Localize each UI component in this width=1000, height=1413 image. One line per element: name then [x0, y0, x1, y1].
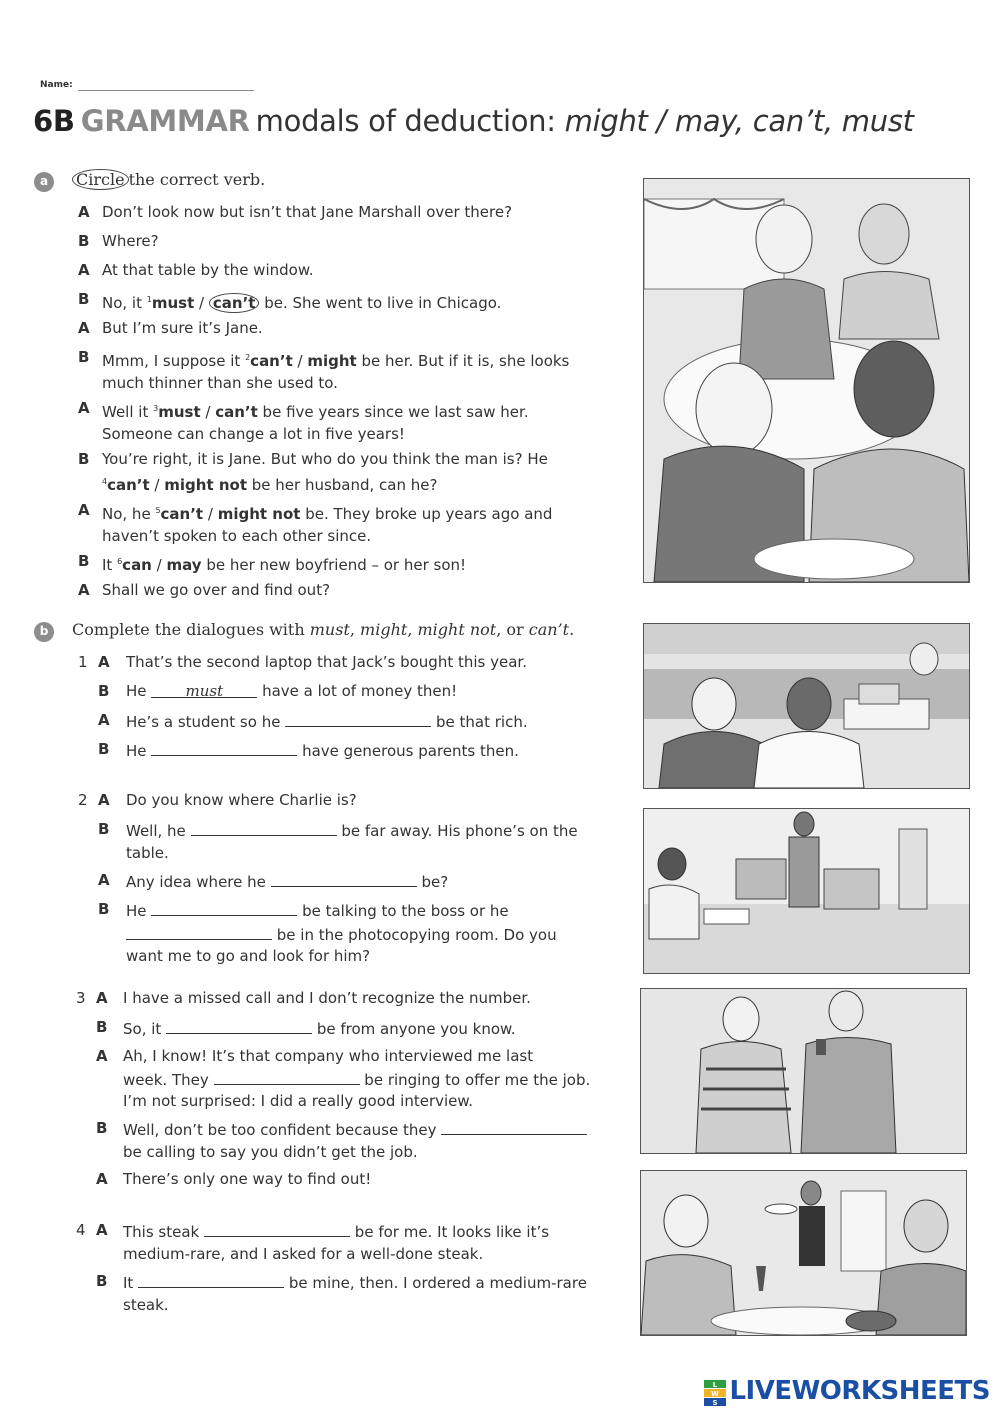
speaker-label: A	[78, 319, 90, 337]
instruction-text: the correct verb.	[128, 170, 266, 189]
speaker-label: B	[78, 450, 90, 468]
line-text: Shall we go over and find out?	[102, 581, 331, 599]
line-text: Don’t look now but isn’t that Jane Marshall over there?	[102, 203, 513, 221]
answer-gap[interactable]	[285, 710, 431, 727]
svg-text:W: W	[711, 1389, 720, 1398]
answer-gap[interactable]	[138, 1271, 284, 1288]
line-text: Well, don’t be too confident because they be calling to say you didn’t get the job.	[123, 1118, 587, 1163]
section-b-badge: b	[34, 622, 54, 642]
line-text: I have a missed call and I don’t recognize the number.	[123, 989, 531, 1007]
dialogue-number: 4	[76, 1221, 86, 1239]
answer-gap[interactable]	[126, 923, 272, 940]
answer-gap[interactable]	[271, 870, 417, 887]
speaker-label: B	[98, 682, 110, 700]
svg-text:L: L	[713, 1380, 718, 1389]
line-text: There’s only one way to find out!	[123, 1170, 372, 1188]
line-text: At that table by the window.	[102, 261, 314, 279]
speaker-label: A	[78, 203, 90, 221]
steak-restaurant-drawing	[641, 1171, 966, 1335]
option-2[interactable]: may	[166, 556, 202, 574]
answer-gap[interactable]	[204, 1220, 350, 1237]
speaker-label: A	[78, 501, 90, 519]
speaker-label: A	[96, 989, 108, 1007]
steak-restaurant-illustration	[640, 1170, 967, 1336]
line-text: He be talking to the boss or he be in the photocopying room. Do you want me to go and look for him?	[126, 899, 557, 968]
option-2[interactable]: can’t	[209, 293, 260, 313]
section-a-badge: a	[34, 172, 54, 192]
unit-code: 6B	[33, 104, 75, 138]
line-text: Do you know where Charlie is?	[126, 791, 357, 809]
speaker-label: B	[78, 232, 90, 250]
line-text: He’s a student so he be that rich.	[126, 710, 528, 734]
option-1[interactable]: can	[122, 556, 152, 574]
dialogue-number: 1	[78, 653, 88, 671]
answer-gap[interactable]	[214, 1068, 360, 1085]
restaurant-illustration	[643, 178, 970, 583]
restaurant-drawing	[644, 179, 969, 582]
dialogue-number: 2	[78, 791, 88, 809]
liveworksheets-logo-icon	[704, 1380, 726, 1410]
speaker-label: B	[78, 348, 90, 366]
title-subtitle: modals of deduction:	[255, 104, 556, 138]
section-b-instruction: Complete the dialogues with must, might, might not, or can’t.	[72, 620, 575, 639]
dialogue-3	[76, 988, 636, 1193]
brand-name: LIVEWORKSHEETS	[729, 1376, 990, 1406]
line-text: That’s the second laptop that Jack’s bought this year.	[126, 653, 527, 671]
speaker-label: A	[98, 791, 110, 809]
line-text: Any idea where he be?	[126, 870, 448, 894]
line-text: Where?	[102, 232, 159, 250]
line-text: Mmm, I suppose it $^2$can’t / might be her. But if it is, she looks much thinner than she used to.	[102, 352, 570, 392]
option-2[interactable]: might	[307, 352, 357, 370]
section-a-instruction	[72, 170, 265, 189]
line-text: He must have a lot of money then!	[126, 682, 458, 700]
line-text: Well, he be far away. His phone’s on the table.	[126, 819, 578, 864]
dialogue-number: 3	[76, 989, 86, 1007]
speaker-label: A	[98, 871, 110, 889]
line-text: This steak be for me. It looks like it’s medium-rare, and I asked for a well-done steak.	[123, 1220, 549, 1265]
speaker-label: A	[78, 399, 90, 417]
dialogue-1	[78, 652, 638, 767]
phone-call-illustration	[640, 988, 967, 1154]
speaker-label: B	[96, 1018, 108, 1036]
option-1[interactable]: must	[151, 294, 195, 312]
liveworksheets-footer	[704, 1376, 990, 1410]
option-1[interactable]: can’t	[160, 505, 204, 523]
line-text: He have generous parents then.	[126, 739, 519, 763]
speaker-label: B	[98, 820, 110, 838]
speaker-label: A	[96, 1221, 108, 1239]
answer-gap[interactable]	[441, 1118, 587, 1135]
option-2[interactable]: can’t	[215, 403, 258, 421]
office-drawing	[644, 809, 969, 973]
speaker-label: A	[96, 1047, 108, 1065]
option-1[interactable]: can’t	[107, 475, 150, 494]
name-label: Name:	[40, 80, 73, 90]
line-text: No, it $^1$must / can’t be. She went to live in Chicago.	[102, 294, 502, 312]
option-2[interactable]: might not	[164, 475, 247, 494]
speaker-label: B	[78, 552, 90, 570]
line-text: It $^6$can / may be her new boyfriend – or her son!	[102, 556, 467, 574]
line-text: You’re right, it is Jane. But who do you think the man is? He $^4$can’t / might not be her husband, can he?	[102, 450, 548, 494]
speaker-label: A	[78, 261, 90, 279]
speaker-label: A	[96, 1170, 108, 1188]
speaker-label: B	[98, 740, 110, 758]
phone-call-drawing	[641, 989, 966, 1153]
option-2[interactable]: might not	[217, 505, 301, 523]
speaker-label: B	[96, 1272, 108, 1290]
speaker-label: A	[78, 581, 90, 599]
speaker-label: B	[96, 1119, 108, 1137]
office-illustration	[643, 808, 970, 974]
title-subtitle-italic: might / may, can’t, must	[564, 104, 914, 138]
option-1[interactable]: can’t	[250, 352, 293, 370]
answer-gap[interactable]	[151, 739, 297, 756]
grammar-label: GRAMMAR	[80, 104, 250, 138]
name-input-line[interactable]	[78, 90, 254, 91]
speaker-label: A	[98, 711, 110, 729]
dialogue-4	[76, 1220, 636, 1315]
svg-text:S: S	[712, 1398, 718, 1406]
line-text: Well it $^3$must / can’t be five years since we last saw her. Someone can change a lot in five years!	[102, 403, 529, 443]
line-text: But I’m sure it’s Jane.	[102, 319, 263, 337]
answer-gap[interactable]	[191, 819, 337, 836]
answer-gap[interactable]	[166, 1017, 312, 1034]
answer-gap-example: must	[151, 681, 257, 698]
speaker-label: B	[78, 290, 90, 308]
option-1[interactable]: must	[158, 403, 201, 421]
page-title	[33, 104, 914, 138]
cafe-drawing	[644, 624, 969, 788]
line-text: Ah, I know! It’s that company who interviewed me last week. They be ringing to offer me the job. I’m not surprised: I did a really good interview.	[123, 1047, 591, 1110]
line-text: No, he $^5$can’t / might not be. They broke up years ago and haven’t spoken to each other since.	[102, 505, 553, 545]
speaker-label: A	[98, 653, 110, 671]
section-a-dialogue	[78, 202, 638, 602]
speaker-label: B	[98, 900, 110, 918]
line-text: So, it be from anyone you know.	[123, 1017, 516, 1041]
dialogue-2	[78, 790, 638, 970]
answer-gap[interactable]	[151, 899, 297, 916]
cafe-illustration	[643, 623, 970, 789]
line-text: It be mine, then. I ordered a medium-rare steak.	[123, 1271, 587, 1316]
circle-word: Circle	[72, 169, 129, 190]
